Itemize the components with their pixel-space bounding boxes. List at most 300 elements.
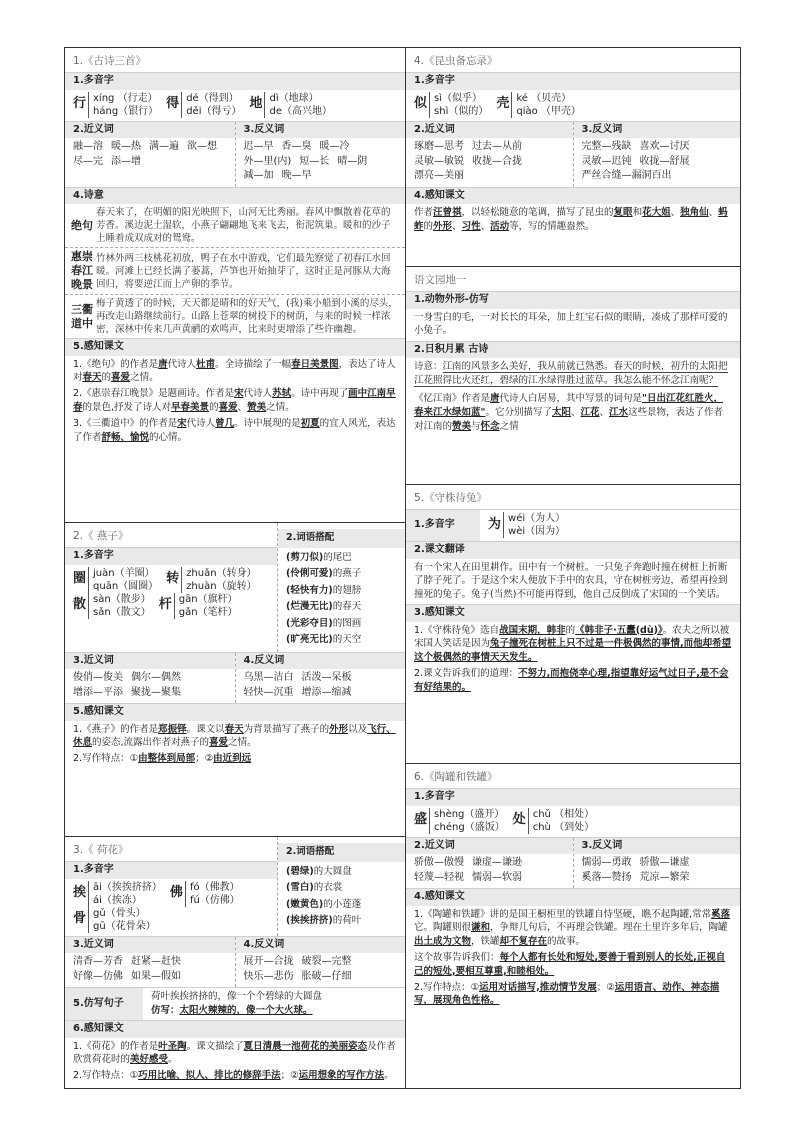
key-answer: 喜爱 (111, 372, 131, 384)
polyphone-readings (88, 593, 151, 619)
word-pair: 琢磨—思考 (414, 141, 464, 153)
text-segment: ，以轻松随意的笔调，描写了昆虫的 (461, 207, 614, 219)
text-segment: 1.《陶罐和铁罐》讲的是国王橱柜里的铁罐自恃坚硬，瞧不起陶罐,常常 (414, 908, 712, 920)
text-segment: 2.写作特点：① (73, 753, 139, 765)
section-heading: 2.课文翻译 (406, 541, 740, 559)
text-segment: 1.《燕子》的作者是 (73, 723, 159, 735)
polyphone-readings (174, 593, 238, 619)
key-answer: 画中江南早春 (73, 388, 396, 414)
polyphone-char: 为 (488, 516, 502, 532)
text-segment: 的景色,抒发了诗人对 (82, 402, 172, 414)
key-answer: 初夏 (300, 417, 320, 429)
match-item (286, 864, 397, 881)
match-item (286, 550, 397, 567)
polyphone-readings (429, 808, 505, 834)
section-heading: 3.感知课文 (406, 604, 740, 622)
key-answer: 由整体到局部 (138, 753, 196, 765)
match-answer: (雪白) (286, 882, 314, 893)
match-answer: (伶俐可爱) (286, 568, 333, 579)
word-pair: 破裂—完整 (301, 956, 352, 968)
garden-block (406, 266, 740, 484)
polyphone-char: 地 (249, 96, 263, 112)
word-pair: 快乐—悲伤 (243, 970, 294, 982)
polyphone-char: 圈 (73, 571, 87, 587)
key-answer: 舒畅、愉悦 (101, 431, 150, 443)
imitation-answer: 太阳火辣辣的，像一个大火球。 (179, 1004, 313, 1016)
comprehension-line (73, 752, 397, 766)
key-answer: 喜爱 (209, 737, 229, 749)
text-segment: 的宜人风光，表达了作者 (73, 417, 396, 443)
word-pair: 好像—仿佛 (73, 970, 123, 982)
text-segment: 的 (423, 220, 434, 232)
synonym-list (65, 953, 235, 987)
comprehension-line (414, 908, 732, 949)
text-segment: 1.《荷花》的作者是 (73, 1040, 159, 1052)
word-pair: 轻快—沉重 (243, 686, 294, 698)
section-heading: 5.感知课文 (65, 338, 405, 356)
text-comprehension (406, 204, 740, 239)
polyphone-list (406, 806, 740, 837)
comprehension-line (414, 206, 732, 234)
poem-title: 绝句 (71, 218, 93, 232)
reading: sì（似乎） (434, 92, 483, 104)
section-heading: 2.近义词 (406, 838, 573, 855)
polyphone-char: 壳 (496, 96, 510, 112)
antonym-list (236, 669, 406, 703)
lesson-title: 4.《昆虫备忘录》 (414, 55, 498, 67)
polyphone-readings (181, 92, 241, 118)
word-pair: 偶尔—偶然 (131, 672, 181, 683)
word-pair: 骄傲—谦虚 (639, 857, 690, 869)
poem-meaning (406, 358, 740, 390)
match-noun: 的春天 (332, 601, 362, 612)
text-segment: 3.《三衢道中》的作者是 (73, 417, 178, 429)
poem-meaning: 梅子黄透了的时候，天天都是晴和的好天气，(我)乘小船到小溪的尽头，再改走山路继续前行。山路上苍翠的树投下的树荫，与来的时候一样浓密，深林中传来几声黄鹂的欢鸣声，比来时更增添了些许幽趣。 (96, 298, 398, 336)
text-comprehension (406, 622, 740, 700)
text-segment: 代诗人 (186, 417, 216, 429)
antonym-list (236, 953, 406, 987)
word-pair: 清香—芳香 (73, 956, 123, 968)
section-heading: 3.反义词 (574, 122, 741, 139)
word-pair: 骄傲—傲慢 (414, 857, 464, 869)
key-answer: 唐 (490, 393, 500, 405)
poem-row (65, 204, 405, 248)
text-segment: 、 (570, 406, 581, 418)
polyphone-char: 杆 (158, 597, 172, 613)
key-answer: 蚂蚱 (414, 207, 728, 232)
text-segment: 《忆江南》作者是 (414, 393, 491, 405)
key-answer: 运用想象的写作方法 (298, 1070, 385, 1082)
text-segment: 1.《绝句》的作者是 (73, 358, 159, 370)
section-heading: 4.反义词 (236, 653, 406, 670)
text-segment: 代诗人 (243, 388, 273, 400)
text-segment: 。课文描绘了 (186, 1040, 244, 1052)
poem-row (65, 295, 405, 338)
polyphone-entry (166, 92, 241, 118)
section-heading: 4.诗意 (65, 187, 405, 205)
word-pair: 奚落—赞扬 (581, 871, 632, 883)
text-segment: 这些景物，表达了作者对江南的 (414, 406, 724, 432)
polyphone-char: 盛 (414, 812, 428, 828)
text-segment: 之情。 (266, 402, 295, 414)
key-answer: 春天 (224, 723, 244, 735)
word-pair: 过去—从前 (472, 141, 522, 153)
match-answer: (旷亮无比) (286, 634, 333, 645)
text-segment: 的 (565, 624, 576, 636)
match-item (286, 913, 397, 930)
imitation-sentence (143, 988, 405, 1020)
word-pair: 收拢—舒展 (639, 155, 690, 167)
word-pair: 外—里(内) (243, 155, 292, 167)
polyphone-entry (73, 881, 162, 907)
polyphone-entry (73, 593, 151, 619)
reading: shèng（盛开） (434, 808, 505, 820)
key-answer: 每个人都有长处和短处,要善于看到别人的长处,正视自己的短处,要相互尊重,和睦相处。 (414, 952, 726, 977)
text-segment: 2.课文告诉我们的道理： (414, 668, 519, 680)
text-segment: 、 (670, 207, 681, 219)
match-item (286, 616, 397, 633)
key-answer: 汪曾祺 (433, 207, 462, 219)
match-answer: (剪刀似) (286, 551, 324, 563)
section-heading: 1.多音字 (406, 788, 740, 806)
key-answer: 苏轼 (272, 388, 292, 400)
reading: ké （贝壳） (516, 92, 572, 104)
key-answer: 赞美 (247, 402, 267, 414)
key-answer: 《韩非子·五蠹(dù)》 (575, 624, 663, 636)
key-answer: 外形 (329, 723, 349, 735)
reading: dé（得到） (186, 92, 239, 104)
reading: quān（圆圈） (93, 580, 159, 592)
word-pair: 展开—合拢 (243, 956, 294, 968)
synonym-list (65, 669, 235, 703)
polyphone-entry (249, 92, 332, 118)
key-answer: 习性 (461, 220, 481, 232)
text-segment: 2.写作特点：① (414, 981, 480, 993)
text-segment: 和 (632, 207, 643, 219)
polyphone-readings (528, 808, 594, 834)
text-segment: 。它分别描写了 (485, 406, 552, 418)
text-segment: 、 (708, 207, 719, 219)
key-answer: 江花 (580, 406, 600, 418)
lesson-title: 1.《古诗三首》 (73, 55, 147, 67)
text-segment: 。课文以 (186, 723, 225, 735)
text-segment: 之情。 (228, 737, 257, 749)
word-pair: 晴—阴 (337, 155, 368, 167)
key-answer: 运用语言、动作、神态描写，展现角色性格。 (414, 981, 720, 1007)
comprehension-line (414, 624, 732, 665)
match-noun: 的图画 (332, 617, 362, 629)
key-answer: 巧用比喻、拟人、排比的修辞手法 (138, 1070, 281, 1082)
lesson1-block (65, 48, 405, 507)
description-sample: 一身雪白的毛，一对长长的耳朵，加上红宝石似的眼睛，凑成了那样可爱的小兔子。 (414, 311, 728, 337)
section-heading: 1.多音字 (65, 72, 405, 90)
key-answer: 谦和 (471, 922, 491, 934)
key-answer: 喜爱 (218, 402, 238, 414)
text-segment: 。全诗描绘了一幅 (215, 358, 292, 370)
synonym-list (406, 138, 573, 187)
imitation-label: 仿写： (151, 1004, 180, 1016)
text-segment: 2.写作特点：① (73, 1070, 139, 1082)
text-segment: 及作者欣赏荷花时的 (73, 1040, 396, 1066)
text-segment: 、 (599, 406, 610, 418)
word-match-list (278, 548, 405, 652)
lesson-title: 6.《陶罐和铁罐》 (414, 771, 498, 783)
section-heading: 2.词语搭配 (278, 529, 405, 548)
text-segment: 之情。 (130, 372, 159, 384)
key-answer: 战国末期，韩非 (499, 624, 566, 636)
key-answer: 怀念 (480, 420, 500, 432)
text-segment: 的心情。 (149, 431, 188, 443)
polyphone-char: 得 (166, 96, 180, 112)
synonym-list (406, 854, 573, 888)
key-answer: 郑振铎 (158, 723, 187, 735)
polyphone-entry (496, 92, 581, 118)
text-segment: 的 (101, 372, 112, 384)
text-segment: 之情 (499, 420, 519, 432)
polyphone-entry (488, 512, 565, 538)
section-heading: 1.多音字 (65, 547, 277, 565)
polyphone-entry (166, 567, 256, 593)
section-heading: 4.感知课文 (406, 888, 740, 906)
match-answer: (碧绿) (286, 865, 314, 877)
word-pair: 迟—早 (243, 141, 274, 153)
reading: chéng（盛饭） (434, 821, 505, 833)
text-segment: 。 (384, 1070, 394, 1082)
section-heading: 3.近义词 (65, 937, 235, 954)
polyphone-char: 佛 (169, 885, 183, 901)
section-heading: 5.仿写句子 (65, 988, 143, 1020)
section-heading: 1.动物外形-仿写 (406, 291, 740, 309)
key-answer: 活动 (490, 220, 510, 232)
lesson-title: 2.《 燕子》 (73, 530, 129, 542)
comprehension-line (414, 981, 732, 1009)
text-segment: 。农夫之所以被宋国人笑话是因为 (414, 624, 730, 650)
text-segment: 的故事。 (547, 936, 586, 948)
comprehension-line (73, 1069, 397, 1083)
word-match-list (278, 862, 405, 933)
match-item (286, 880, 397, 897)
polyphone-char: 转 (166, 571, 180, 587)
comprehension-line (414, 392, 732, 433)
polyphone-list (480, 510, 581, 541)
polyphone-readings (503, 512, 565, 538)
reading: gān（旗杆） (178, 593, 238, 605)
word-pair: 严丝合缝—漏洞百出 (581, 170, 672, 182)
reading: gū（花骨朵） (93, 920, 156, 932)
section-heading: 3.反义词 (574, 838, 741, 855)
key-answer: 春天 (82, 372, 102, 384)
key-answer: 出土成为文物 (414, 936, 472, 948)
right-column (406, 48, 740, 1088)
lesson-title: 5.《守株待兔》 (414, 492, 488, 504)
word-pair: 增添—缩减 (301, 686, 352, 698)
match-item (286, 566, 397, 583)
word-pair: 添—增 (111, 155, 141, 167)
match-noun: 的衣裳 (313, 882, 343, 893)
section-heading: 2.日积月累 古诗 (406, 341, 740, 359)
lesson2-block (65, 522, 405, 836)
text-segment: 2.《惠崇春江晚景》是题画诗。作者是 (73, 388, 235, 400)
word-pair: 荒凉—繁荣 (639, 871, 690, 883)
comprehension-line (73, 1040, 397, 1068)
text-comprehension (65, 721, 405, 771)
match-item (286, 897, 397, 914)
text-segment: 与 (471, 420, 481, 432)
polyphone-list (65, 90, 405, 121)
word-pair: 赶紧—赶快 (131, 956, 181, 968)
reading: de（高兴地） (269, 105, 332, 117)
reading: sǎn（散文） (93, 606, 151, 618)
left-column (65, 48, 406, 1088)
key-answer: 美好感受 (130, 1054, 169, 1066)
key-answer: 宋 (177, 417, 187, 429)
match-answer: (轻快有力) (286, 584, 333, 596)
key-answer: 运用对话描写,推动情节发展 (479, 981, 597, 993)
reading: fó（佛教） (189, 881, 240, 893)
poem-meaning-text: 江南的风景多么美好，我从前就已熟悉。春天的时候，初升的太阳把江花照得比火还红，碧绿的江水绿得胜过蓝草。我怎么能不怀念江南呢？ (414, 361, 728, 386)
lesson6-block (406, 763, 740, 1090)
word-pair: 增添—平添 (73, 686, 123, 698)
polyphone-list (65, 879, 277, 936)
word-pair: 轻蔑—轻视 (414, 871, 464, 883)
reading: dì（地球） (269, 92, 319, 104)
key-answer: 花大姐 (642, 207, 671, 219)
match-noun: 的天空 (332, 634, 362, 645)
polyphone-char: 挨 (73, 885, 87, 901)
word-pair: 乌黑—洁白 (243, 672, 294, 683)
worksheet (64, 47, 741, 1089)
poem-meaning: 春天来了，在明媚的阳光映照下，山河无比秀丽。春风中飘散着花草的芳香。溪边泥土湿软，小燕子翩翩地飞来飞去，衔泥筑巢。暖和的沙子上睡着成双成对的鸳鸯。 (96, 207, 391, 245)
text-segment: 的姿态,流露出作者对燕子的 (92, 737, 210, 749)
polyphone-entry (73, 567, 158, 593)
poem-meaning-list (65, 204, 405, 338)
polyphone-list (65, 565, 277, 622)
word-pair: 欲—想 (187, 141, 217, 153)
polyphone-char: 似 (414, 96, 428, 112)
key-answer: 赞美 (452, 420, 472, 432)
key-answer: 却不复存在 (499, 936, 548, 948)
text-segment: 。诗中展现的是 (234, 417, 301, 429)
key-answer: 奚落 (711, 908, 731, 920)
word-pair: 谦虚—谦逊 (472, 857, 522, 869)
key-answer: 不努力,而抱侥幸心理,指望靠好运气过日子,是不会有好结果的。 (414, 668, 729, 693)
match-answer: (光彩夺目) (286, 617, 333, 629)
comprehension-line (73, 387, 397, 415)
key-answer: 独角仙 (680, 207, 709, 219)
word-pair: 喜欢—讨厌 (639, 141, 690, 153)
section-heading: 3.反义词 (236, 122, 406, 139)
word-pair: 收拢—合拢 (472, 155, 522, 167)
word-pair: 完整—残缺 (581, 141, 632, 153)
section-heading: 2.近义词 (406, 122, 573, 139)
polyphone-char: 处 (512, 812, 526, 828)
word-pair: 短—长 (299, 155, 330, 167)
word-pair: 灵敏—敏锐 (414, 155, 464, 167)
polyphone-readings (88, 567, 158, 593)
word-pair: 活泼—呆板 (301, 672, 352, 683)
key-answer: 太阳 (551, 406, 571, 418)
key-answer: 江水 (609, 406, 629, 418)
match-noun: 的燕子 (332, 568, 362, 579)
match-noun: 的大圆盘 (313, 865, 352, 877)
section-heading: 4.反义词 (236, 937, 406, 954)
section-heading: 1.多音字 (65, 861, 277, 879)
polyphone-readings (88, 907, 156, 933)
match-noun: 的荷叶 (332, 915, 362, 926)
match-item (286, 632, 397, 649)
key-answer: 春日美景图 (291, 358, 339, 370)
text-segment: 以及 (348, 723, 368, 735)
section-heading: 1.多音字 (406, 510, 480, 541)
reading: wèi（因为） (508, 526, 566, 538)
comprehension-line (73, 417, 397, 445)
section-heading: 1.多音字 (406, 72, 740, 90)
word-pair: 尽—完 (73, 155, 103, 167)
match-answer: (烂漫无比) (286, 601, 333, 612)
reading: wéi（为人） (508, 513, 566, 525)
word-pair: 暖—冷 (319, 141, 350, 153)
key-answer: "日出江花红胜火，春来江水绿如蓝" (414, 393, 723, 418)
text-segment: 作者 (414, 207, 434, 219)
text-comprehension (65, 1038, 405, 1088)
text-segment: 、 (480, 220, 491, 232)
word-pair: 懦弱—软弱 (472, 871, 522, 883)
reading: zhuǎn（转身） (186, 567, 257, 579)
word-pair: 懦弱—勇敢 (581, 857, 632, 869)
text-segment: 它。陶罐则很 (414, 922, 472, 934)
reading: chù （到处） (532, 821, 595, 833)
polyphone-readings (185, 881, 240, 907)
key-answer: 宋 (234, 388, 244, 400)
key-answer: 外形 (433, 220, 453, 232)
section-heading: 3.近义词 (65, 653, 235, 670)
reading: gǎn（笔杆） (178, 606, 238, 618)
polyphone-entry (513, 808, 594, 834)
text-segment: 代诗人白居易，其中写景的词句是 (499, 393, 643, 405)
text-segment: ，表达了诗人对 (73, 358, 396, 384)
text-segment: 。诗中再现了 (291, 388, 349, 400)
match-noun: 的小莲蓬 (323, 898, 362, 910)
word-pair: 满—遍 (149, 141, 179, 153)
comprehension-line (73, 358, 397, 386)
poem-meaning-label: 诗意： (414, 361, 443, 373)
lesson5-block (406, 484, 740, 763)
section-heading: 5.感知课文 (65, 703, 405, 721)
section-heading: 6.感知课文 (65, 1020, 405, 1038)
antonym-list (574, 138, 741, 187)
reading: gǔ（骨头） (93, 907, 146, 919)
comprehension-line (414, 951, 732, 979)
match-noun: 的尾巴 (323, 551, 352, 563)
lesson-title: 3.《 荷花》 (73, 844, 129, 856)
word-pair: 胀破—仔细 (301, 970, 352, 982)
reading: xíng （行走） (93, 92, 158, 104)
text-segment: 代诗人 (167, 358, 197, 370)
text-segment: 的 (209, 402, 219, 414)
reading: chǔ （相处） (532, 808, 595, 820)
reading: juàn（羊圈） (93, 567, 155, 579)
polyphone-char: 骨 (73, 911, 87, 927)
polyphone-entry (170, 881, 240, 907)
comprehension-line (73, 723, 397, 751)
text-segment: 1.《守株待兔》选自 (414, 624, 500, 636)
reading: háng（银行） (93, 105, 159, 117)
polyphone-readings (264, 92, 332, 118)
word-pair: 暖—热 (111, 141, 141, 153)
key-answer: 曾几 (215, 417, 235, 429)
poem-analysis (406, 390, 740, 438)
word-pair: 香—臭 (281, 141, 312, 153)
